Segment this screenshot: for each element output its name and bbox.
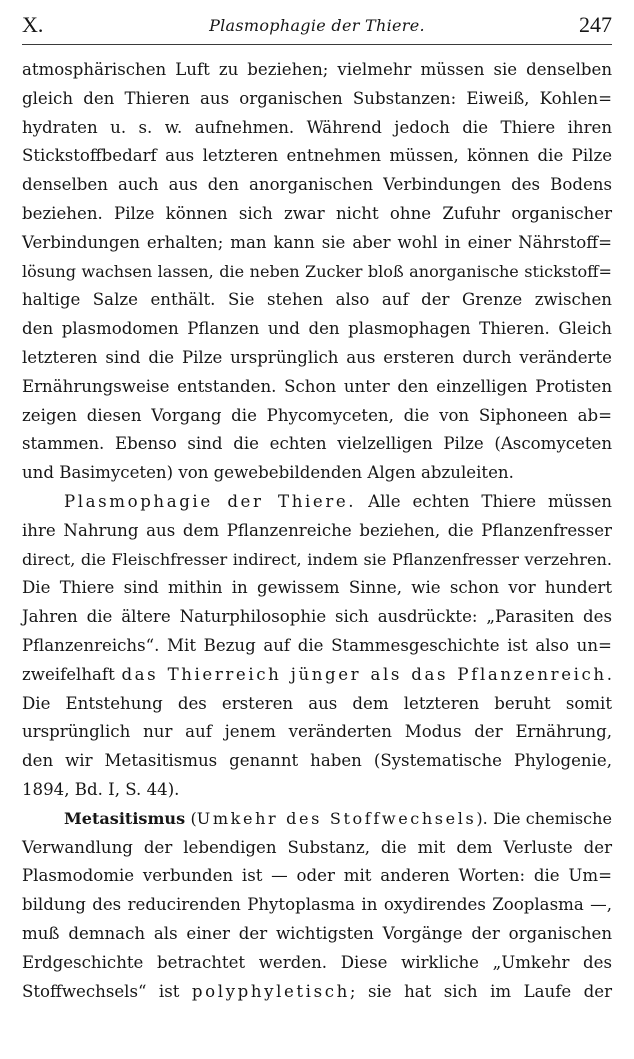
text-line <box>22 315 612 344</box>
text-segment: Verbindungen erhalten; man kann sie aber wohl in einer Nährstoff= <box>22 232 612 252</box>
text-line <box>22 200 612 229</box>
text-segment: atmosphärischen Luft zu beziehen; vielmehr müssen sie denselben <box>22 60 613 79</box>
text-line <box>22 718 612 747</box>
text-line <box>22 171 612 200</box>
text-segment: Verwandlung der lebendigen Substanz, die mit dem Verluste der <box>22 837 613 857</box>
text-segment: haltige Salze enthält. Sie stehen also auf der Grenze zwischen <box>22 290 612 310</box>
text-line <box>22 661 612 690</box>
text-segment: ). Die chemische <box>476 808 612 828</box>
text-segment: denselben auch aus den anorganischen Verbindungen des Bodens <box>22 175 612 195</box>
text-segment: Erdgeschichte betrachtet werden. Diese wirkliche „Umkehr des <box>22 952 613 972</box>
running-header <box>22 10 612 40</box>
text-line <box>22 862 612 891</box>
text-segment: hydraten u. s. w. aufnehmen. Während jedoch die Thiere ihren <box>22 117 613 137</box>
text-segment: bildung des reducirenden Phytoplasma in oxydirendes Zooplasma —, <box>22 895 612 915</box>
text-line <box>22 632 612 661</box>
text-line <box>22 690 612 719</box>
text-line <box>22 805 612 834</box>
body-text <box>22 56 612 1006</box>
text-line <box>22 517 612 546</box>
text-line <box>22 891 612 920</box>
text-line <box>22 344 612 373</box>
emphasized-text: polyphyletisch <box>191 981 350 1001</box>
text-line <box>22 114 612 143</box>
page-number: 247 <box>579 12 612 37</box>
text-line <box>22 488 612 517</box>
text-segment: . <box>606 664 613 684</box>
text-segment: ursprünglich nur auf jenem veränderten Modus der Ernährung, <box>22 722 612 742</box>
text-line <box>22 546 612 575</box>
text-segment: ; sie hat sich im Laufe der <box>349 981 613 1001</box>
text-segment: Plasmodomie verbunden ist — oder mit anderen Worten: die Um= <box>22 866 613 886</box>
text-segment: Pflanzenreichs“. Mit Bezug auf die Stammesgeschichte ist also un= <box>22 635 612 655</box>
text-line <box>22 949 612 978</box>
text-segment: Jahren die ältere Naturphilosophie sich ausdrückte: „Parasiten des <box>22 607 613 627</box>
text-segment: direct, die Fleischfresser indirect, indem sie Pflanzenfresser verzehren. <box>22 549 612 569</box>
text-line <box>22 776 612 805</box>
text-segment: letzteren sind die Pilze ursprünglich aus ersteren durch veränderte <box>22 347 612 367</box>
text-line <box>22 229 612 258</box>
emphasized-text: Plasmophagie der Thiere. <box>64 491 357 511</box>
text-segment: Die Entstehung des ersteren aus dem letzteren beruht somit <box>22 693 613 713</box>
text-line <box>22 603 612 632</box>
text-segment: Ernährungsweise entstanden. Schon unter den einzelligen Protisten <box>22 376 613 396</box>
text-segment: und Basimyceten) von gewebebildenden Algen abzuleiten. <box>22 463 514 483</box>
text-segment: Stoffwechsels“ ist <box>22 981 192 1001</box>
running-title: Plasmophagie der Thiere. <box>209 16 425 35</box>
text-line <box>22 834 612 863</box>
text-line <box>22 373 612 402</box>
text-line <box>22 747 612 776</box>
text-segment: den wir Metasitismus genannt haben (Systematische Phylogenie, <box>22 751 613 771</box>
text-line <box>22 978 612 1007</box>
text-line <box>22 459 612 488</box>
text-line <box>22 142 612 171</box>
text-segment: ( <box>185 808 197 828</box>
text-segment: ihre Nahrung aus dem Pflanzenreiche beziehen, die Pflanzenfresser <box>22 520 612 540</box>
text-segment: zeigen diesen Vorgang die Phycomyceten, die von Siphoneen ab= <box>22 405 612 425</box>
text-line <box>22 286 612 315</box>
text-segment: 1894, Bd. I, S. 44). <box>22 779 180 799</box>
chapter-number: X. <box>22 12 44 37</box>
text-segment: gleich den Thieren aus organischen Substanzen: Eiweiß, Kohlen= <box>22 88 612 108</box>
text-segment: Die Thiere sind mithin in gewissem Sinne, wie schon vor hundert <box>22 578 613 598</box>
emphasized-text: Umkehr des Stoffwechsels <box>196 808 477 828</box>
text-line <box>22 430 612 459</box>
text-segment: Stickstoffbedarf aus letzteren entnehmen müssen, können die Pilze <box>22 146 613 166</box>
text-segment: lösung wachsen lassen, die neben Zucker bloß anorganische stickstoff= <box>22 261 612 281</box>
text-line <box>22 402 612 431</box>
text-segment: stammen. Ebenso sind die echten vielzelligen Pilze (Ascomyceten <box>22 434 613 454</box>
text-segment: zweifelhaft <box>22 664 122 684</box>
header-rule <box>22 44 612 45</box>
emphasized-text: das Thierreich jünger als das Pflanzenreich <box>121 664 607 684</box>
text-line <box>22 258 612 287</box>
bold-term: Metasitismus <box>64 808 186 828</box>
text-segment: beziehen. Pilze können sich zwar nicht ohne Zufuhr organischer <box>22 203 612 223</box>
text-line <box>22 574 612 603</box>
text-line <box>22 85 612 114</box>
text-segment: den plasmodomen Pflanzen und den plasmophagen Thieren. Gleich <box>22 319 612 339</box>
text-line <box>22 56 612 85</box>
text-line <box>22 920 612 949</box>
text-segment: muß demnach als einer der wichtigsten Vorgänge der organischen <box>22 923 613 943</box>
text-segment: Alle echten Thiere müssen <box>356 491 612 511</box>
